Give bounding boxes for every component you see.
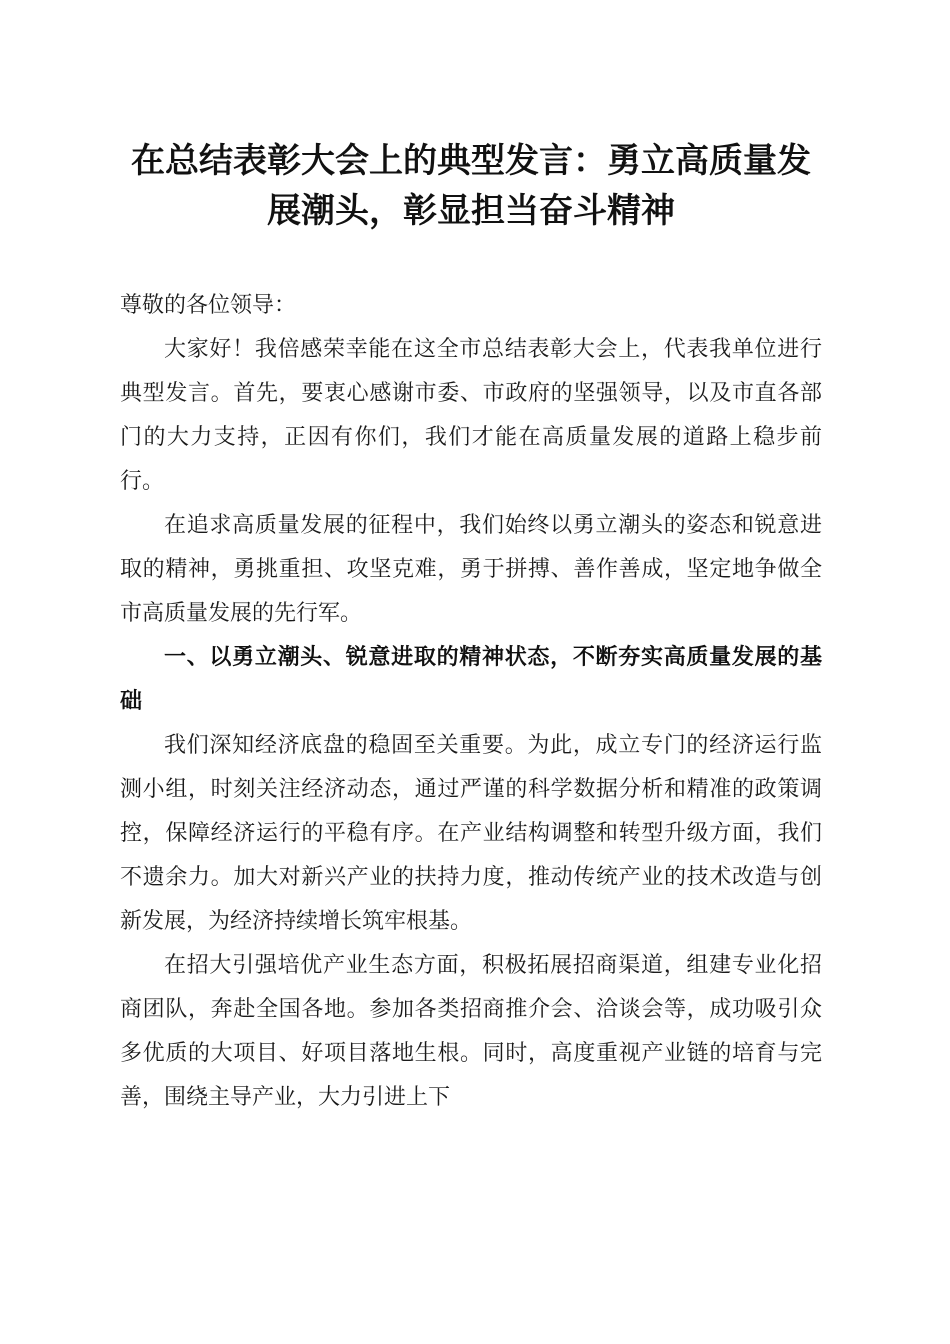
section-heading: 一、以勇立潮头、锐意进取的精神状态，不断夯实高质量发展的基础 bbox=[120, 645, 822, 714]
paragraph-opening: 大家好！我倍感荣幸能在这全市总结表彰大会上，代表我单位进行典型发言。首先，要衷心感谢市委、市政府的坚强领导，以及市直各部门的大力支持，正因有你们，我们才能在高质量发展的道路上稳步前行。 bbox=[120, 337, 822, 494]
paragraph-economy: 我们深知经济底盘的稳固至关重要。为此，成立专门的经济运行监测小组，时刻关注经济动态，通过严谨的科学数据分析和精准的政策调控，保障经济运行的平稳有序。在产业结构调整和转型升级方面，我们不遗余力。加大对新兴产业的扶持力度，推动传统产业的技术改造与创新发展，为经济持续增长筑牢根基。 bbox=[120, 733, 822, 934]
document-body bbox=[120, 284, 822, 1120]
document-content bbox=[120, 136, 822, 1120]
salutation: 尊敬的各位领导： bbox=[120, 293, 297, 318]
paragraph-intro: 在追求高质量发展的征程中，我们始终以勇立潮头的姿态和锐意进取的精神，勇挑重担、攻坚克难，勇于拼搏、善作善成，坚定地争做全市高质量发展的先行军。 bbox=[120, 513, 822, 626]
document-title: 在总结表彰大会上的典型发言：勇立高质量发展潮头，彰显担当奋斗精神 bbox=[131, 141, 811, 231]
paragraph-investment: 在招大引强培优产业生态方面，积极拓展招商渠道，组建专业化招商团队，奔赴全国各地。参加各类招商推介会、洽谈会等，成功吸引众多优质的大项目、好项目落地生根。同时，高度重视产业链的培育与完善，围绕主导产业，大力引进上下 bbox=[120, 953, 822, 1110]
